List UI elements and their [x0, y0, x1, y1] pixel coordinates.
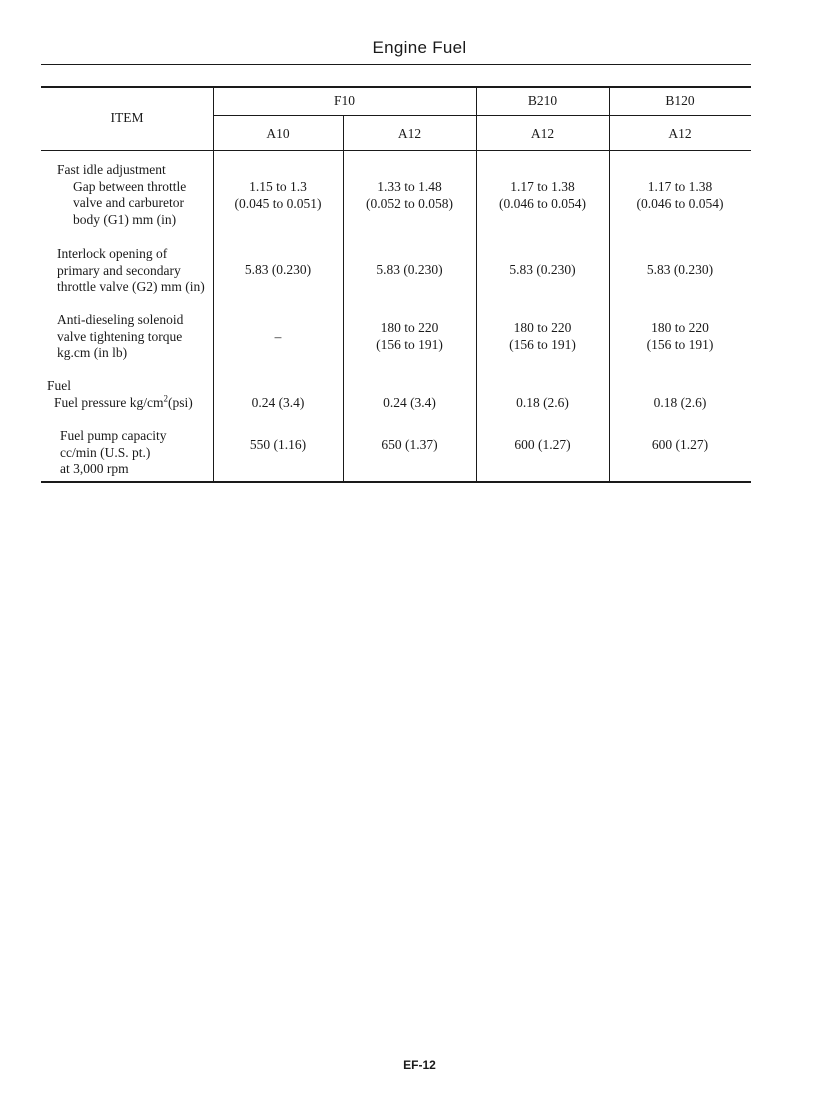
column-divider	[213, 86, 214, 482]
cell-value: 0.24 (3.4)	[251, 395, 305, 410]
cell-value: 1.17 to 1.38 (0.046 to 0.054)	[499, 179, 586, 211]
engine-header-a10: A10	[266, 126, 290, 141]
cell-value: 1.15 to 1.3 (0.045 to 0.051)	[234, 179, 322, 211]
cell-value: 650 (1.37)	[381, 437, 438, 452]
row-label-fuel-pump-capacity: Fuel pump capacity cc/min (U.S. pt.) at 3,000 rpm	[60, 428, 167, 476]
column-divider	[476, 86, 477, 482]
row-label-fuel-pressure: Fuel pressure $kg/cm^2(psi)$	[54, 393, 193, 410]
column-divider	[609, 86, 610, 482]
group-header-b120: B120	[665, 93, 695, 108]
cell-value: 600 (1.27)	[514, 437, 571, 452]
page-number: EF-12	[403, 1058, 436, 1072]
cell-value: 550 (1.16)	[249, 437, 307, 452]
cell-value: 5.83 (0.230)	[509, 262, 576, 277]
header-bottom-border	[41, 150, 751, 151]
title-rule	[41, 64, 751, 65]
cell-value: 5.83 (0.230)	[244, 262, 312, 277]
cell-value: 5.83 (0.230)	[376, 262, 443, 277]
cell-value: –	[274, 329, 282, 344]
cell-value: 5.83 (0.230)	[646, 262, 714, 277]
row-label-fast-idle: Fast idle adjustment Gap between throttle valve and carburetor body (G1) mm (in)	[57, 162, 187, 227]
row-label-interlock-opening: Interlock opening of primary and secondary throttle valve (G2) mm (in)	[57, 246, 205, 294]
cell-value: 180 to 220 (156 to 191)	[376, 320, 443, 352]
table-top-border	[41, 86, 751, 88]
item-header: ITEM	[110, 110, 144, 125]
cell-value: 180 to 220 (156 to 191)	[646, 320, 714, 352]
section-label-fuel: Fuel	[47, 378, 72, 393]
cell-value: 1.17 to 1.38 (0.046 to 0.054)	[636, 179, 724, 211]
group-header-f10: F10	[333, 93, 355, 108]
table-bottom-border	[41, 481, 751, 483]
column-divider	[343, 116, 344, 482]
engine-header-a12: A12	[397, 126, 422, 141]
cell-value: 1.33 to 1.48 (0.052 to 0.058)	[366, 179, 453, 211]
group-divider	[213, 115, 751, 116]
cell-value: 0.18 (2.6)	[516, 395, 569, 410]
cell-value: 0.18 (2.6)	[653, 395, 707, 410]
cell-value: 180 to 220 (156 to 191)	[509, 320, 576, 352]
engine-header-a12: A12	[668, 126, 692, 141]
row-label-anti-dieseling: Anti-dieseling solenoid valve tightening torque kg.cm (in lb)	[57, 312, 184, 360]
engine-header-a12: A12	[530, 126, 555, 141]
group-header-b210: B210	[527, 93, 558, 108]
cell-value: 0.24 (3.4)	[383, 395, 436, 410]
cell-value: 600 (1.27)	[651, 437, 709, 452]
page-title: Engine Fuel	[372, 38, 467, 57]
